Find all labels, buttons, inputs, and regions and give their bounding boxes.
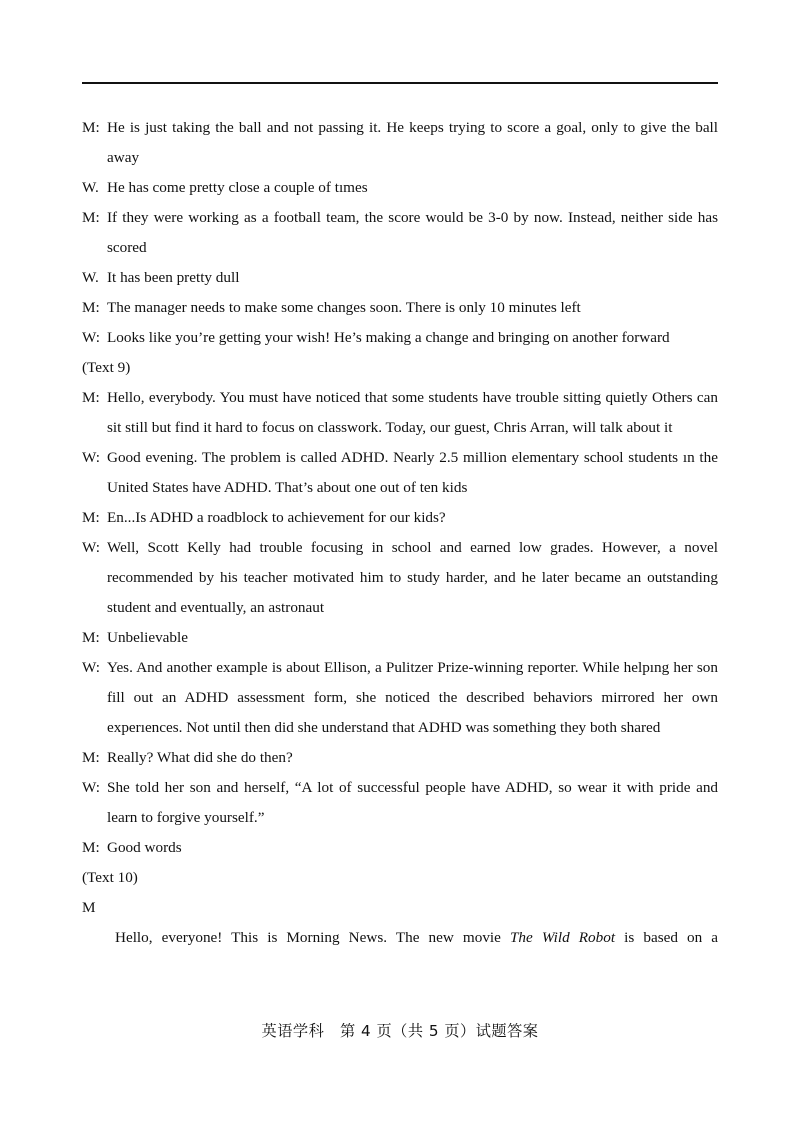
dialogue-line [82,263,718,293]
narration-text: is based on a [615,929,719,946]
narration-paragraph [82,923,718,953]
dialogue-line [82,443,718,503]
dialogue-line [82,503,718,533]
dialogue-text: He is just taking the ball and not passing it. He keeps trying to score a goal, only to give the ball away [107,119,718,166]
dialogue-line [82,293,718,323]
speaker-label: W: [82,449,100,466]
speaker-label: W: [82,539,100,556]
dialogue-text: If they were working as a football team, the score would be 3-0 by now. Instead, neither side has scored [107,209,718,256]
dialogue-line [82,203,718,263]
dialogue-line [82,653,718,743]
speaker-label: M: [82,389,100,406]
speaker-label: M: [82,629,100,646]
dialogue-line [82,113,718,173]
dialogue-text: Really? What did she do then? [107,749,293,766]
dialogue-text: Good evening. The problem is called ADHD. Nearly 2.5 million elementary school students ın the United States have ADHD. That’s about one out of ten kids [107,449,718,496]
speaker-label: M: [82,119,100,136]
dialogue-text: Good words [107,839,182,856]
dialogue-line [82,743,718,773]
dialogue-line [82,383,718,443]
section-heading-text9: (Text 9) [82,359,131,376]
dialogue-text: It has been pretty dull [107,269,240,286]
speaker-label: M: [82,299,100,316]
narration-text: Hello, everyone! This is Morning News. The new movie [115,929,510,946]
speaker-label: W: [82,659,100,676]
narrator-label: M [82,899,96,916]
speaker-label: M: [82,509,100,526]
dialogue-line [82,533,718,623]
dialogue-line [82,833,718,863]
dialogue-line [82,773,718,833]
dialogue-line [82,623,718,653]
movie-title: The Wild Robot [509,929,616,946]
dialogue-text: Looks like you’re getting your wish! He’s making a change and bringing on another forward [107,329,670,346]
speaker-label: W: [82,329,100,346]
dialogue-text: En...Is ADHD a roadblock to achievement for our kids? [107,509,446,526]
document-body [82,113,718,953]
speaker-label: W. [82,269,99,286]
dialogue-text: She told her son and herself, “A lot of successful people have ADHD, so wear it with pride and learn to forgive yourself.” [107,779,718,826]
dialogue-text: Well, Scott Kelly had trouble focusing in school and earned low grades. However, a novel recommended by his teacher motivated him to study harder, and he later became an outstanding student and eventually, an astronaut [107,539,718,616]
dialogue-text: Yes. And another example is about Ellison, a Pulitzer Prize-winning reporter. While helpıng her son fill out an ADHD assessment form, she noticed the described behaviors mirrored her own experıences. Not until then did she understand that ADHD was something they both shared [107,659,718,736]
dialogue-text: The manager needs to make some changes soon. There is only 10 minutes left [107,299,581,316]
dialogue-text: Unbelievable [107,629,188,646]
speaker-label: M: [82,749,100,766]
section-heading-text10: (Text 10) [82,869,138,886]
dialogue-text: Hello, everybody. You must have noticed that some students have trouble sitting quietly Others can sit still but find it hard to focus on classwork. Today, our guest, Chris Arran, will talk about it [107,389,718,436]
speaker-label: M: [82,839,100,856]
speaker-label: W: [82,779,100,796]
dialogue-line [82,173,718,203]
dialogue-line [82,323,718,353]
speaker-label: M: [82,209,100,226]
speaker-label: W. [82,179,99,196]
dialogue-text: He has come pretty close a couple of tımes [107,179,368,196]
page-footer: 英语学科 第 4 页（共 5 页）试题答案 [261,1022,539,1040]
header-rule [82,82,718,84]
